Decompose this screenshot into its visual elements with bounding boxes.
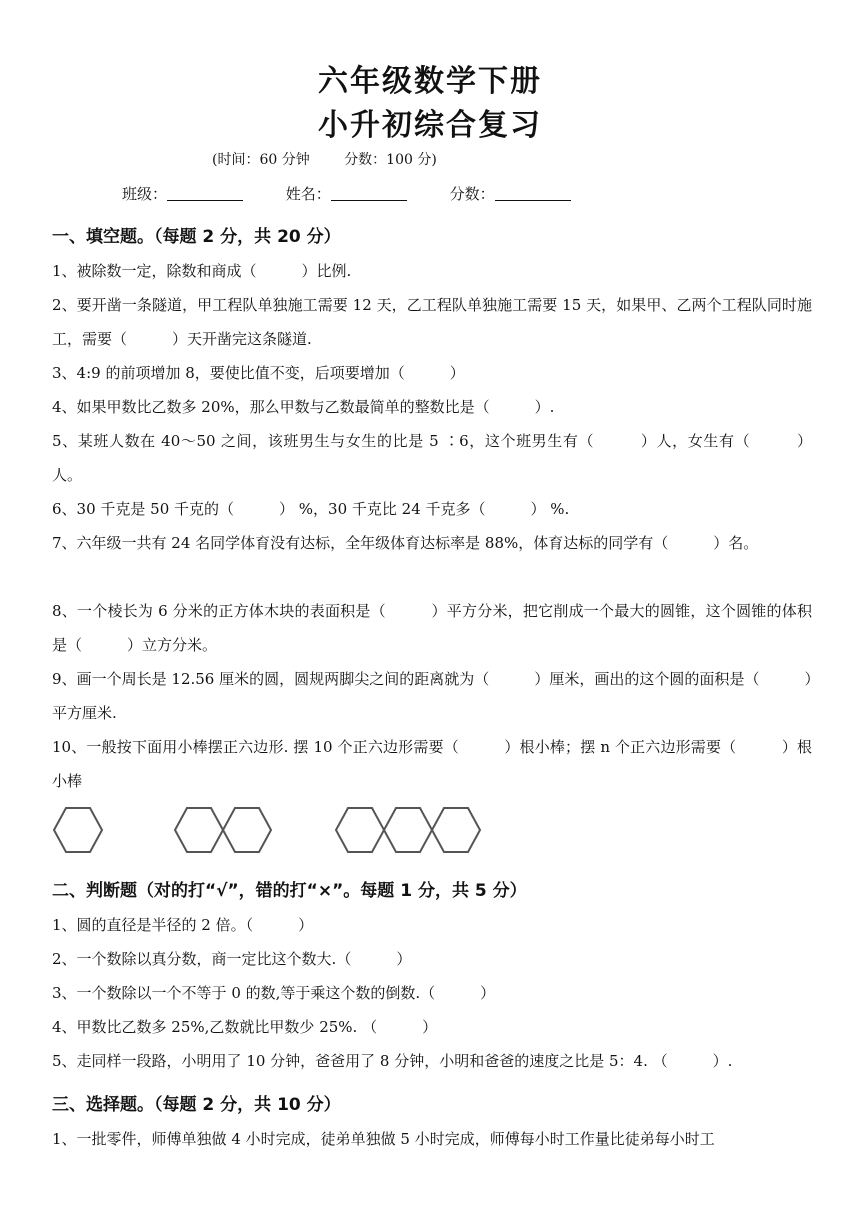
- question-2-3: 3、一个数除以一个不等于 0 的数,等于乘这个数的倒数.（ ）: [52, 984, 496, 1002]
- section-fill-blank-heading: 一、填空题。（每题 2 分，共 20 分）: [52, 227, 341, 247]
- class-label: 班级：: [122, 185, 168, 203]
- score-label: 分数：: [449, 185, 495, 203]
- question-1-2: 2、要开凿一条隧道，甲工程队单独施工需要 12 天，乙工程队单独施工需要 15 天，如果甲、乙两个工程队同时施工，需要（ ）天开凿完这条隧道.: [52, 296, 812, 348]
- section-judgement-heading: 二、判断题（对的打“√”，错的打“×”。每题 1 分，共 5 分）: [52, 881, 527, 901]
- question-1-4: 4、如果甲数比乙数多 20%，那么甲数与乙数最简单的整数比是（ ）.: [52, 398, 555, 416]
- hexagon-group-1: [54, 808, 102, 852]
- question-1-7: 7、六年级一共有 24 名同学体育没有达标，全年级体育达标率是 88%，体育达标的同学有（ ）名。: [52, 534, 759, 552]
- hexagon-group-2a: [175, 808, 223, 852]
- question-1-9: 9、画一个周长是 12.56 厘米的圆，圆规两脚尖之间的距离就为（ ）厘米，画出的这个圆的面积是（ ）平方厘米.: [52, 670, 812, 722]
- question-1-5: 5、某班人数在 40～50 之间，该班男生与女生的比是 5 ∶6，这个班男生有（ ）人，女生有（ ）人。: [52, 432, 812, 484]
- page-title: 六年级数学下册: [318, 64, 542, 99]
- score-field[interactable]: [450, 183, 571, 204]
- question-2-2: 2、一个数除以真分数，商一定比这个数大.（ ）: [52, 950, 412, 968]
- hexagon-group-3c: [432, 808, 480, 852]
- question-3-1: 1、一批零件，师傅单独做 4 小时完成，徒弟单独做 5 小时完成，师傅每小时工作量比徒弟每小时工: [52, 1130, 715, 1148]
- exam-time: (时间：60 分钟: [212, 152, 310, 168]
- hexagon-sticks-diagram: [50, 800, 490, 860]
- hexagon-group-3a: [336, 808, 384, 852]
- name-blank[interactable]: [331, 186, 407, 201]
- exam-total-score: 分数：100 分): [344, 152, 437, 168]
- question-1-3: 3、4:9 的前项增加 8，要使比值不变，后项要增加（ ）: [52, 364, 465, 382]
- name-field[interactable]: [286, 183, 407, 204]
- class-field[interactable]: [122, 183, 243, 204]
- page-subtitle: 小升初综合复习: [318, 108, 542, 143]
- name-label: 姓名：: [285, 185, 331, 203]
- question-2-5: 5、走同样一段路，小明用了 10 分钟，爸爸用了 8 分钟，小明和爸爸的速度之比是 5：4. （ ）.: [52, 1052, 733, 1070]
- hexagon-figure: [50, 800, 490, 864]
- section-choice-heading: 三、选择题。（每题 2 分，共 10 分）: [52, 1095, 341, 1115]
- hexagon-group-3b: [384, 808, 432, 852]
- hexagon-group-2b: [223, 808, 271, 852]
- question-1-1: 1、被除数一定，除数和商成（ ）比例.: [52, 262, 352, 280]
- student-info-fields: [122, 183, 609, 204]
- score-blank[interactable]: [495, 186, 571, 201]
- exam-meta: [212, 149, 467, 169]
- question-1-8: 8、一个棱长为 6 分米的正方体木块的表面积是（ ）平方分米，把它削成一个最大的圆锥，这个圆锥的体积是（ ）立方分米。: [52, 602, 812, 654]
- question-1-6: 6、30 千克是 50 千克的（ ） %，30 千克比 24 千克多（ ） %.: [52, 500, 570, 518]
- question-1-10: 10、一般按下面用小棒摆正六边形. 摆 10 个正六边形需要（ ）根小棒；摆 n 个正六边形需要（ ）根小棒: [52, 738, 812, 790]
- question-2-4: 4、甲数比乙数多 25%,乙数就比甲数少 25%. （ ）: [52, 1018, 438, 1036]
- class-blank[interactable]: [167, 186, 243, 201]
- question-2-1: 1、圆的直径是半径的 2 倍。（ ）: [52, 916, 314, 934]
